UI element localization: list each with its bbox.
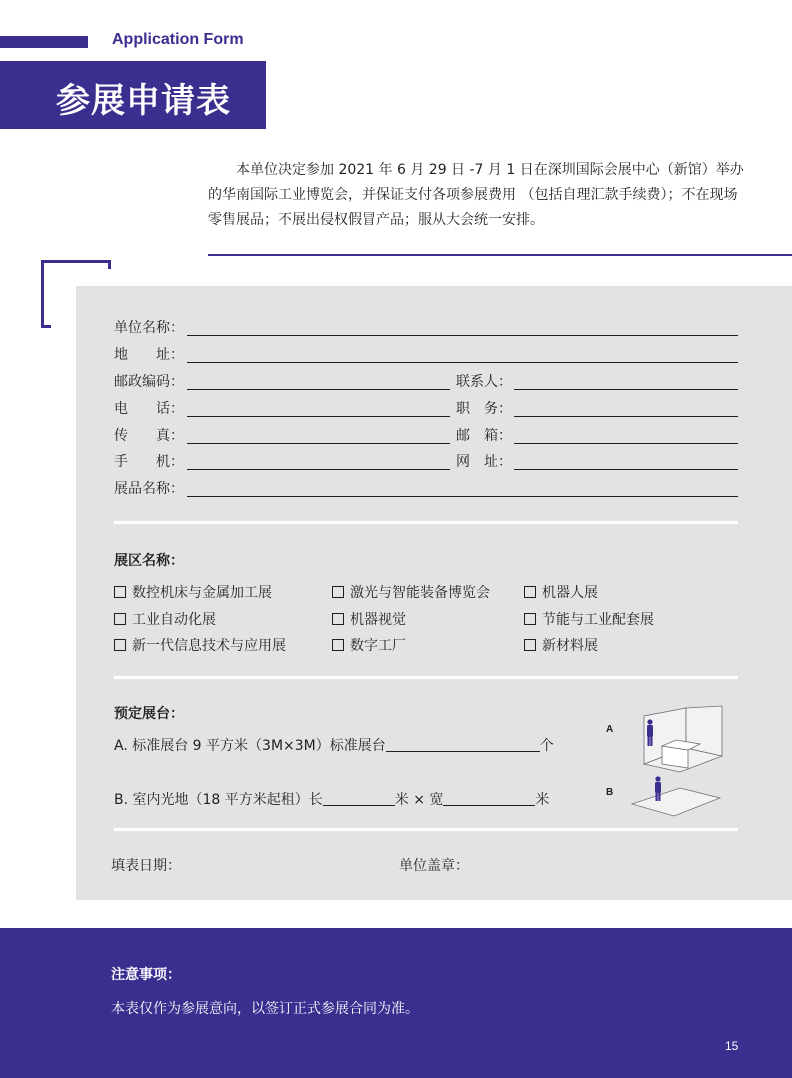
bracket-decoration-top: [41, 260, 111, 263]
intro-text: 本单位决定参加 2021 年 6 月 29 日 -7 月 1 日在深圳国际会展中心（新馆）举办的华南国际工业博览会，并保证支付各项参展费用 （包括自理汇款手续费）；不在现场零售展品；不展出侵权假冒产品；服从大会统一安排。: [208, 162, 744, 228]
zone-option-label: 数控机床与金属加工展: [132, 585, 272, 601]
title-banner: [0, 61, 266, 129]
zone-option-label: 机器视觉: [350, 612, 406, 628]
fax-label: 传 真：: [114, 428, 184, 444]
zone-option-laser[interactable]: [332, 583, 490, 603]
checkbox-icon[interactable]: [524, 613, 536, 625]
booth-option-a: [114, 736, 554, 756]
company-name-label: 单位名称：: [114, 320, 184, 336]
zone-option-digital-factory[interactable]: [332, 636, 406, 656]
booth-b-unit: 米: [535, 792, 550, 808]
company-name-field[interactable]: [114, 318, 738, 338]
zone-option-robot[interactable]: [524, 583, 598, 603]
email-label: 邮 箱：: [456, 428, 512, 444]
website-field[interactable]: [456, 452, 738, 472]
exhibit-name-field[interactable]: [114, 479, 738, 499]
exhibit-name-label: 展品名称：: [114, 481, 184, 497]
position-field[interactable]: [456, 399, 738, 419]
section-divider-3: [114, 828, 738, 831]
zone-option-label: 新材料展: [542, 638, 598, 654]
checkbox-icon[interactable]: [524, 639, 536, 651]
zones-heading: 展区名称：: [114, 553, 184, 569]
bracket-decoration-tick: [108, 260, 111, 269]
booth-b-length-line[interactable]: [323, 791, 395, 806]
postcode-field[interactable]: [114, 372, 450, 392]
phone-line[interactable]: [187, 416, 450, 417]
website-label: 网 址：: [456, 454, 512, 470]
section-divider-1: [114, 521, 738, 524]
booth-figure-a-label: A: [606, 724, 614, 735]
booth-figure-b-label: B: [606, 787, 614, 798]
company-seal-label: 单位盖章：: [399, 858, 469, 874]
zone-option-automation[interactable]: [114, 610, 216, 630]
page-number: 15: [725, 1039, 739, 1053]
standard-booth-illustration: [628, 702, 728, 778]
bracket-decoration-foot: [41, 325, 51, 328]
mobile-label: 手 机：: [114, 454, 184, 470]
zone-option-it[interactable]: [114, 636, 286, 656]
postcode-line[interactable]: [187, 389, 450, 390]
position-label: 职 务：: [456, 401, 512, 417]
zone-option-vision[interactable]: [332, 610, 406, 630]
contact-field[interactable]: [456, 372, 738, 392]
mobile-field[interactable]: [114, 452, 450, 472]
checkbox-icon[interactable]: [332, 613, 344, 625]
zone-option-label: 机器人展: [542, 585, 598, 601]
zone-option-cnc[interactable]: [114, 583, 272, 603]
intro-statement: [208, 158, 748, 233]
booth-option-b: [114, 790, 549, 810]
form-date-label: 填表日期：: [111, 858, 181, 874]
zone-option-energy[interactable]: [524, 610, 654, 630]
booth-b-width-line[interactable]: [443, 791, 535, 806]
booth-a-unit: 个: [539, 738, 554, 754]
header-accent-bar: [0, 36, 88, 48]
company-name-line[interactable]: [187, 335, 738, 336]
section-divider-2: [114, 676, 738, 679]
booth-b-label: B. 室内光地（18 平方米起租）长: [114, 792, 323, 808]
mobile-line[interactable]: [187, 469, 450, 470]
postcode-label: 邮政编码：: [114, 374, 184, 390]
address-field[interactable]: [114, 345, 738, 365]
booth-b-width-label: 米 × 宽: [394, 792, 444, 808]
raw-space-illustration: [626, 772, 726, 822]
phone-label: 电 话：: [114, 401, 184, 417]
address-label: 地 址：: [114, 347, 184, 363]
checkbox-icon[interactable]: [114, 639, 126, 651]
zone-option-label: 新一代信息技术与应用展: [132, 638, 286, 654]
position-line[interactable]: [514, 416, 738, 417]
email-field[interactable]: [456, 426, 738, 446]
booth-heading: 预定展台：: [114, 706, 184, 722]
header-subtitle: Application Form: [112, 31, 244, 48]
checkbox-icon[interactable]: [332, 639, 344, 651]
zone-option-materials[interactable]: [524, 636, 598, 656]
notes-footer: [0, 928, 792, 1078]
zone-option-label: 数字工厂: [350, 638, 406, 654]
notes-heading: 注意事项：: [111, 967, 181, 983]
contact-label: 联系人：: [456, 374, 512, 390]
checkbox-icon[interactable]: [114, 613, 126, 625]
booth-a-label: A. 标准展台 9 平方米（3M×3M）标准展台: [114, 738, 386, 754]
address-line[interactable]: [187, 362, 738, 363]
website-line[interactable]: [514, 469, 738, 470]
bracket-decoration-side: [41, 260, 44, 328]
zone-option-label: 工业自动化展: [132, 612, 216, 628]
fax-field[interactable]: [114, 426, 450, 446]
fax-line[interactable]: [187, 443, 450, 444]
checkbox-icon[interactable]: [114, 586, 126, 598]
booth-a-count-line[interactable]: [386, 737, 540, 752]
zone-option-label: 节能与工业配套展: [542, 612, 654, 628]
checkbox-icon[interactable]: [332, 586, 344, 598]
contact-line[interactable]: [514, 389, 738, 390]
phone-field[interactable]: [114, 399, 450, 419]
page-title: 参展申请表: [56, 81, 231, 121]
email-line[interactable]: [514, 443, 738, 444]
intro-divider: [208, 254, 792, 256]
notes-text: 本表仅作为参展意向，以签订正式参展合同为准。: [111, 1001, 419, 1017]
zone-option-label: 激光与智能装备博览会: [350, 585, 490, 601]
exhibit-name-line[interactable]: [187, 496, 738, 497]
checkbox-icon[interactable]: [524, 586, 536, 598]
